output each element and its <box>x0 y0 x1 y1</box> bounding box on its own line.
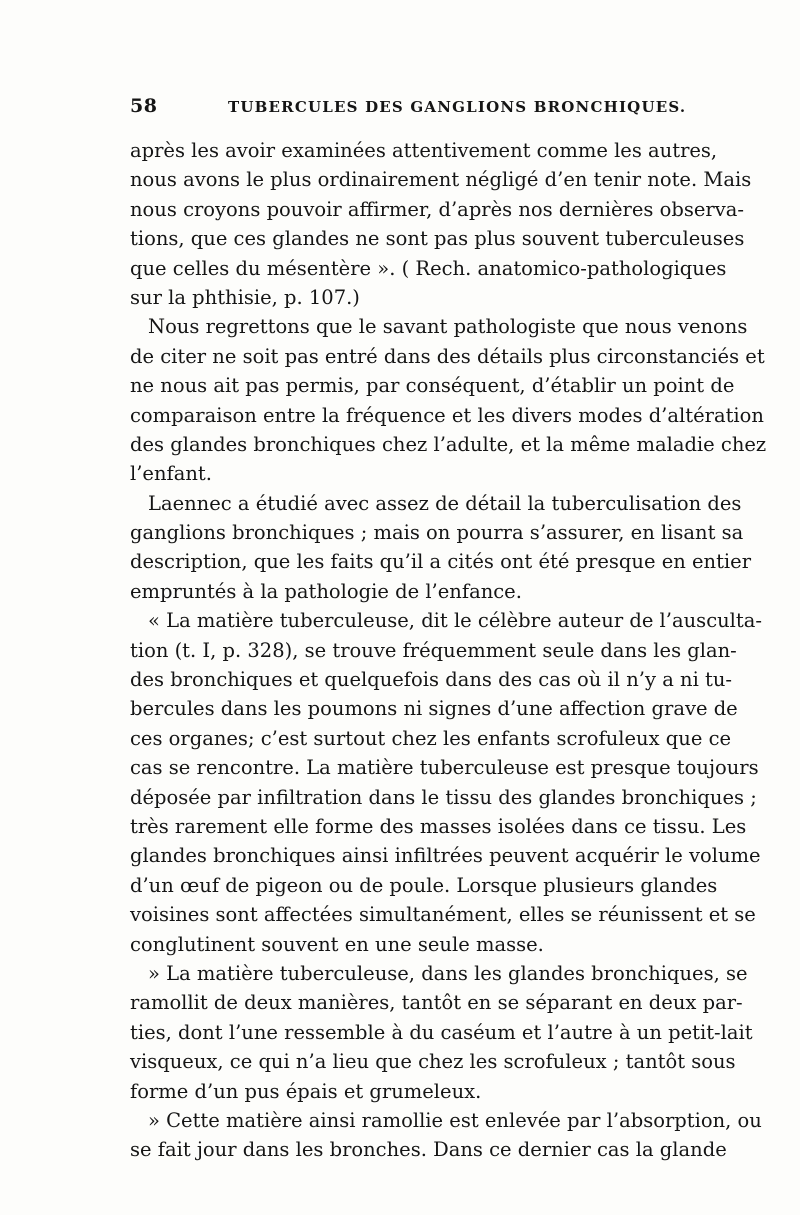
text-line: » La matière tuberculeuse, dans les glandes bronchiques, se <box>148 961 748 985</box>
running-title: TUBERCULES DES GANGLIONS BRONCHIQUES. <box>228 98 687 116</box>
text-line: tion (t. I, p. 328), se trouve fréquemment seule dans les glan- <box>130 638 737 662</box>
text-line: nous croyons pouvoir affirmer, d’après nos dernières observa- <box>130 197 744 221</box>
text-line: que celles du mésentère ». ( Rech. anatomico-pathologiques <box>130 256 727 280</box>
page-header <box>130 95 687 119</box>
text-line: très rarement elle forme des masses isolées dans ce tissu. Les <box>130 814 747 838</box>
text-line: glandes bronchiques ainsi infiltrées peuvent acquérir le volume <box>130 844 761 868</box>
text-line: nous avons le plus ordinairement négligé d’en tenir note. Mais <box>130 168 752 192</box>
text-line: sur la phthisie, p. 107.) <box>130 285 360 309</box>
text-line: Nous regrettons que le savant pathologiste que nous venons <box>148 315 748 339</box>
text-line: se fait jour dans les bronches. Dans ce dernier cas la glande <box>130 1138 727 1162</box>
text-line: déposée par infiltration dans le tissu des glandes bronchiques ; <box>130 785 757 809</box>
text-line: ne nous ait pas permis, par conséquent, d’établir un point de <box>130 374 735 398</box>
text-line: voisines sont affectées simultanément, elles se réunissent et se <box>130 903 756 927</box>
text-line: conglutinent souvent en une seule masse. <box>130 932 544 956</box>
text-line: d’un œuf de pigeon ou de poule. Lorsque plusieurs glandes <box>130 873 718 897</box>
text-line: ces organes; c’est surtout chez les enfants scrofuleux que ce <box>130 726 732 750</box>
text-line: comparaison entre la fréquence et les divers modes d’altération <box>130 403 764 427</box>
text-line: description, que les faits qu’il a cités ont été presque en entier <box>130 550 752 574</box>
text-line: bercules dans les poumons ni signes d’une affection grave de <box>130 697 738 721</box>
text-line: ramollit de deux manières, tantôt en se séparant en deux par- <box>130 991 743 1015</box>
text-line: après les avoir examinées attentivement comme les autres, <box>130 139 718 162</box>
text-line: tions, que ces glandes ne sont pas plus souvent tuberculeuses <box>130 227 745 251</box>
text-line: Laennec a étudié avec assez de détail la tuberculisation des <box>148 491 742 515</box>
text-line: visqueux, ce qui n’a lieu que chez les scrofuleux ; tantôt sous <box>130 1050 736 1074</box>
text-line: des bronchiques et quelquefois dans des cas où il n’y a ni tu- <box>130 668 733 692</box>
text-line: forme d’un pus épais et grumeleux. <box>130 1079 482 1103</box>
text-line: « La matière tuberculeuse, dit le célèbre auteur de l’ausculta- <box>148 609 762 633</box>
text-line: cas se rencontre. La matière tuberculeuse est presque toujours <box>130 756 759 780</box>
text-line: ties, dont l’une ressemble à du caséum et l’autre à un petit-lait <box>130 1020 753 1044</box>
text-line: de citer ne soit pas entré dans des détails plus circonstanciés et <box>130 344 765 368</box>
text-line: ganglions bronchiques ; mais on pourra s’assurer, en lisant sa <box>130 521 744 545</box>
text-line: l’enfant. <box>130 462 212 486</box>
text-line: empruntés à la pathologie de l’enfance. <box>130 579 522 603</box>
text-line: » Cette matière ainsi ramollie est enlevée par l’absorption, ou <box>148 1108 762 1132</box>
body-text <box>130 136 767 1165</box>
text-line: des glandes bronchiques chez l’adulte, et la même maladie chez <box>130 432 767 456</box>
page-number: 58 <box>130 95 158 117</box>
